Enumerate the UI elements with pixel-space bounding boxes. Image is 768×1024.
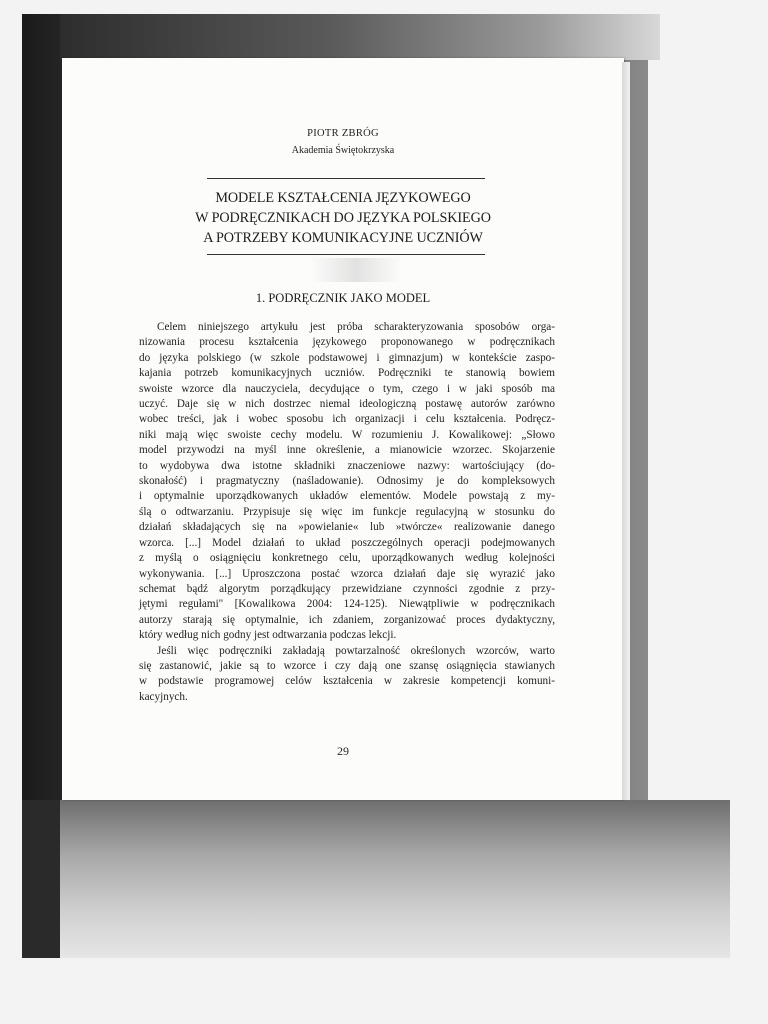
text-line: który według nich godny jest odtwarzania podczas lekcji. [139,629,397,642]
title-rule-bottom [207,254,485,255]
text-line: kajania potrzeb komunikacyjnych uczniów. Podręczniki te stanowią bowiem [139,367,555,380]
text-line: i optymalnie uporządkowanych układów elementów. Modele powstają z my- [139,490,555,503]
text-line: wykonywania. [...] Uproszczona postać wzorca działań daje się wyrazić jako [139,567,555,580]
text-line: uczyć. Daje się w nich dostrzec niemal ideologiczną postawę autorów zarówno [139,398,555,411]
document-page [62,58,624,800]
body-paragraph [139,644,555,706]
text-line: do języka polskiego (w szkole podstawowej i gimnazjum) w kontekście zaspo- [139,351,555,364]
text-line: niki mają więc swoiste cechy modelu. W rozumieniu J. Kowalikowej: „Słowo [139,428,555,441]
author-affiliation: Akademia Świętokrzyska [291,145,395,156]
text-line: schemat bądź algorytm porządkujący przewidziane czynności zgodnie z przy- [139,582,555,595]
text-line: autorzy starają się optymalnie, ich zdaniem, zorganizować proces dydaktyczny, [139,613,555,626]
text-line: w podstawie programowej celów kształcenia w zakresie kompetencji komuni- [139,675,555,688]
text-line: swoiste wzorce dla nauczyciela, decydujące o tym, czego i w jaki sposób ma [139,382,555,395]
text-line: Celem niniejszego artykułu jest próba scharakteryzowania sposobów orga- [157,321,555,333]
scanner-shadow-bottom [60,800,730,958]
text-line: skonałość) i pragmatyczny (naśladowanie). Odnosimy je do kompleksowych [139,475,555,488]
text-line: się zastanowić, jakie są to wzorce i czy dają one szansę osiągnięcia stawianych [139,659,555,672]
scanner-shadow-top [60,14,660,60]
text-line: model przywodzi na myśl inne określenie, a mianowicie wzorzec. Skojarzenie [139,444,555,457]
text-line: z myślą o osiągnięciu konkretnego celu, uporządkowanych według kolejności [139,552,555,565]
body-paragraph [139,320,555,644]
text-line: wzorca. [...] Model działań to układ poszczególnych operacji podejmowanych [139,536,555,549]
page-edge [622,62,630,800]
body-text [139,320,555,705]
text-line: ślą o odtwarzaniu. Przypisuje się więc im funkcje regulacyjną w stosunku do [139,505,555,518]
text-line: nizowania procesu kształcenia językowego proponowanego w podręcznikach [139,336,555,349]
text-line: jętymi regułami" [Kowalikowa 2004: 124-125). Niewątpliwie w podręcznikach [139,598,555,611]
text-line: wobec treści, jak i wobec sposobu ich organizacji i celu kształcenia. Podręcz- [139,413,555,426]
author-name: PIOTR ZBRÓG [307,128,379,139]
text-line: kacyjnych. [139,690,188,703]
title-line: MODELE KSZTAŁCENIA JĘZYKOWEGO [215,190,471,206]
title-line: W PODRĘCZNIKACH DO JĘZYKA POLSKIEGO [195,210,491,226]
scan-smudge [310,258,402,282]
title-line: A POTRZEBY KOMUNIKACYJNE UCZNIÓW [203,230,483,246]
section-heading: 1. PODRĘCZNIK JAKO MODEL [255,291,431,305]
text-line: Jeśli więc podręczniki zakładają powtarzalność określonych wzorców, warto [157,644,555,657]
article-title [62,188,624,248]
page-number: 29 [337,744,349,758]
title-rule-top [207,178,485,179]
text-line: działań składających się na »powielanie« lub »twórcze« realizowanie danego [139,521,555,534]
text-line: to wydobywa dwa istotne składniki znaczeniowe nazwy: wartościujący (do- [139,459,555,472]
